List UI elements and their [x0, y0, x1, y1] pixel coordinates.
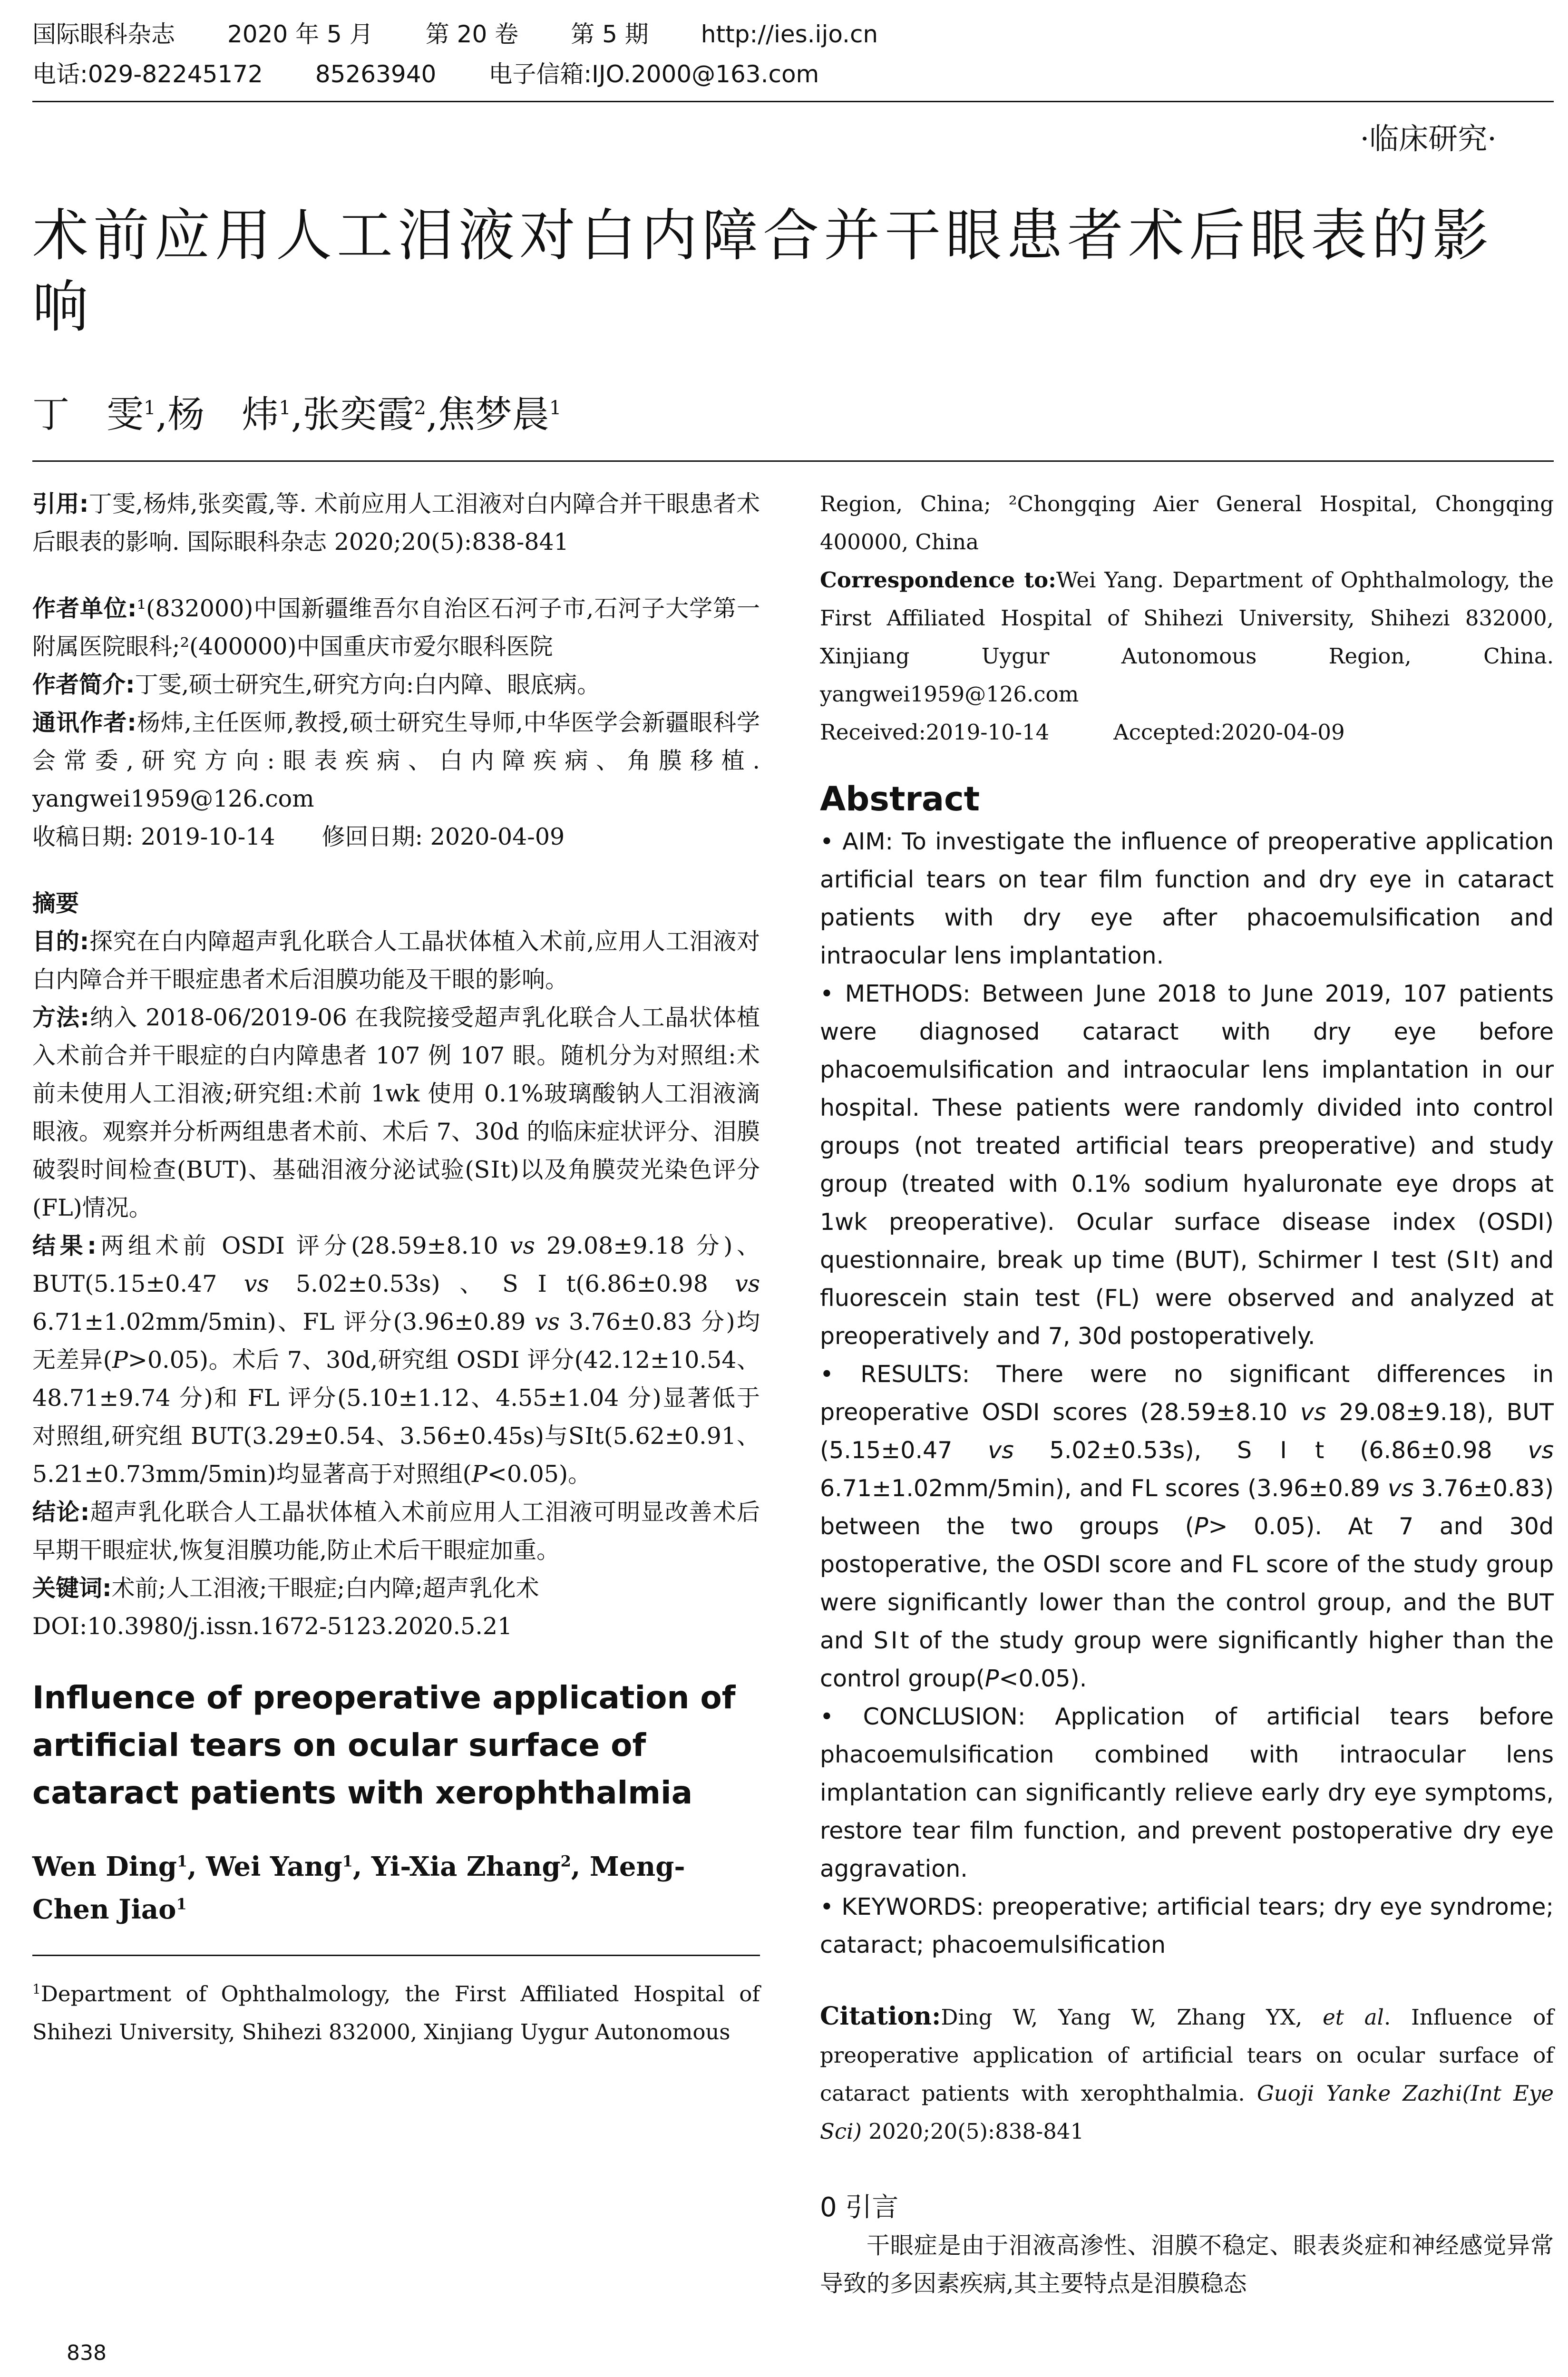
affiliation-label: 作者单位:: [32, 595, 137, 622]
results-text: <0.05)。: [487, 1461, 592, 1488]
vs-term: vs: [1387, 1475, 1414, 1502]
journal-header-line-2: [32, 59, 819, 89]
author-sup: 1: [144, 397, 156, 419]
corresponding-author: [32, 704, 760, 818]
conclusion-text: 超声乳化联合人工晶状体植入术前应用人工泪液可明显改善术后早期干眼症状,恢复泪膜功能,防止术后干眼症加重。: [32, 1499, 760, 1564]
citation-label: 引用:: [32, 490, 89, 517]
aim-text: 探究在白内障超声乳化联合人工晶状体植入术前,应用人工泪液对白内障合并干眼症患者术后泪膜功能及干眼的影响。: [32, 928, 760, 993]
right-column: [820, 485, 1554, 2303]
affiliation-cn: [32, 590, 760, 666]
author-cn: 焦梦晨: [438, 393, 549, 436]
author-cn: 张奕霞: [302, 393, 414, 436]
results-text: 6.71±1.02mm/5min)、FL 评分(3.96±0.89: [32, 1308, 535, 1335]
aim-cn: [32, 923, 760, 999]
intro-text: 干眼症是由于泪液高渗性、泪膜不稳定、眼表炎症和神经感觉异常导致的多因素疾病,其主要特点是泪膜稳态: [820, 2232, 1554, 2297]
results-text: 6.71±1.02mm/5min), and FL scores (3.96±0.89: [820, 1475, 1388, 1502]
contact-email[interactable]: 电子信箱:IJO.2000@163.com: [488, 60, 819, 88]
results-text: • RESULTS: There were no significant differences in preoperative OSDI scores (28.59±8.10: [820, 1361, 1554, 1426]
footnote-sup: 1: [32, 1981, 41, 1997]
author-sup: 1: [176, 1852, 188, 1870]
article-title-en: Influence of preoperative application of artificial tears on ocular surface of cataract patients with xerophthalmia: [32, 1679, 736, 1811]
methods-text: 纳入 2018-06/2019-06 在我院接受超声乳化联合人工晶状体植入术前合并干眼症的白内障患者 107 例 107 眼。随机分为对照组:术前未使用人工泪液;研究组:术前 1wk 使用 0.1%玻璃酸钠人工泪液滴眼液。观察并分析两组患者术前、术后 7、30d 的临床症状评分、泪膜破裂时间检查(BUT)、基础泪液分泌试验(SⅠt)以及角膜荧光染色评分(FL)情况。: [32, 1004, 760, 1221]
issue-number: 第 5 期: [571, 20, 649, 48]
results-text: 5.02±0.53s), SⅠt (6.86±0.98: [1013, 1437, 1528, 1464]
keywords-cn: [32, 1569, 760, 1607]
journal-header-line-1: [32, 19, 878, 49]
results-text: >0.05)。术后 7、30d,研究组 OSDI 评分(42.12±10.54、48.71±9.74 分)和 FL 评分(5.10±1.12、4.55±1.04 分)显著低于对照组,研究组 BUT(3.29±0.54、3.56±0.45s)与SⅠt(5.62±0.91、5.21±0.73mm/5min)均显著高于对照组(: [32, 1346, 760, 1488]
author-en: Wen Ding: [32, 1851, 177, 1882]
vs-term: vs: [1528, 1437, 1554, 1464]
conclusion-cn: [32, 1493, 760, 1569]
aim-en: • AIM: To investigate the influence of preoperative application artificial tears on tear film function and dry eye in cataract patients with dry eye after phacoemulsification and intraocular lens implantation.: [820, 828, 1554, 969]
abstract-heading-cn: [32, 885, 760, 923]
vs-term: vs: [735, 1270, 760, 1297]
p-term: P: [984, 1665, 999, 1692]
citation-en-text: Ding W, Yang W, Zhang YX,: [941, 2005, 1323, 2030]
results-text: 两组术前 OSDI 评分(28.59±8.10: [96, 1232, 510, 1259]
authors-en: Wen Ding$^1$, Wei Yang$^1$, Yi-Xia Zhang$^2$, Meng-Chen Jiao$^1$: [32, 1851, 685, 1925]
title-rule: [32, 460, 1554, 462]
corr-label: 通讯作者:: [32, 709, 136, 736]
received-accepted-en: Received:2019-10-14 Accepted:2020-04-09: [820, 720, 1345, 745]
citation-en-text: 2020;20(5):838-841: [861, 2119, 1084, 2144]
header-rule: [32, 101, 1554, 102]
citation-en: [820, 1997, 1554, 2151]
author-sup: 1: [342, 1852, 353, 1870]
results-text: <0.05).: [999, 1665, 1087, 1692]
phone-2: 85263940: [315, 60, 437, 88]
methods-en: • METHODS: Between June 2018 to June 2019, 107 patients were diagnosed cataract with dry eye before phacoemulsification and intraocular lens implantation in our hospital. These patients were randomly divided into control groups (not treated artificial tears preoperative) and study group (treated with 0.1% sodium hyaluronate eye drops at 1wk preoperative). Ocular surface disease index (OSDI) questionnaire, break up time (BUT), Schirmer Ⅰ test (SⅠt) and fluorescein stain test (FL) were observed and analyzed at preoperatively and 7, 30d postoperatively.: [820, 980, 1554, 1350]
received-dates-cn: 收稿日期: 2019-10-14 修回日期: 2020-04-09: [32, 823, 565, 850]
results-text: 3.76±0.83) between the two groups (: [820, 1475, 1554, 1540]
author-sup: 1: [549, 397, 562, 419]
phone: 电话:029-82245172: [32, 60, 263, 88]
results-text: > 0.05). At 7 and 30d postoperative, the OSDI score and FL score of the study group were significantly lower than the control group, and the BUT and SⅠt of the study group were significantly higher than the control group(: [820, 1513, 1554, 1692]
volume: 第 20 卷: [425, 20, 519, 48]
results-cn: [32, 1227, 760, 1493]
citation-cn: [32, 485, 760, 561]
p-term: P: [471, 1461, 487, 1488]
author-sup: 2: [414, 397, 426, 419]
results-text: 29.08±9.18), BUT (5.15±0.47: [820, 1399, 1554, 1464]
bio-text: 丁雯,硕士研究生,研究方向:白内障、眼底病。: [135, 671, 601, 698]
issue-date: 2020 年 5 月: [227, 20, 373, 48]
vs-term: vs: [988, 1437, 1014, 1464]
intro-heading: 0 引言: [820, 2192, 899, 2223]
affiliation-text: ¹(832000)中国新疆维吾尔自治区石河子市,石河子大学第一附属医院眼科;²(400000)中国重庆市爱尔眼科医院: [32, 595, 760, 660]
correspondence-en: [820, 561, 1554, 713]
author-cn: 杨 炜: [167, 393, 279, 436]
citation-en-label: Citation:: [820, 2002, 941, 2031]
abstract-heading-label: 摘要: [32, 890, 79, 917]
abstract-heading-en: Abstract: [820, 779, 980, 818]
authors-cn: 丁 雯$^1$,杨 炜$^1$,张奕霞$^2$,焦梦晨$^1$: [32, 393, 562, 436]
author-en: Yi-Xia Zhang: [371, 1851, 561, 1882]
citation-text: 丁雯,杨炜,张奕霞,等. 术前应用人工泪液对白内障合并干眼患者术后眼表的影响. 国际眼科杂志 2020;20(5):838-841: [32, 490, 760, 555]
author-sup: 2: [560, 1852, 571, 1870]
correspondence-text: Wei Yang. Department of Ophthalmology, the First Affiliated Hospital of Shihezi University, Shihezi 832000, Xinjiang Uygur Autonomous Region, China. yangwei1959@126.com: [820, 567, 1554, 707]
results-text: 3.76±0.83 分)均无差异(: [32, 1308, 760, 1374]
bio-label: 作者简介:: [32, 671, 135, 698]
results-en: [820, 1355, 1554, 1698]
results-text: 5.02±0.53s)、SⅠt(6.86±0.98: [269, 1270, 735, 1297]
keywords-en: • KEYWORDS: preoperative; artificial tears; dry eye syndrome; cataract; phacoemulsification: [820, 1893, 1554, 1958]
methods-cn: [32, 999, 760, 1227]
footnote-text: Department of Ophthalmology, the First Affiliated Hospital of Shihezi University, Shihezi 832000, Xinjiang Uygur Autonomous: [32, 1981, 760, 2045]
methods-label: 方法:: [32, 1004, 89, 1031]
author-en: Wei Yang: [206, 1851, 342, 1882]
journal-name: 国际眼科杂志: [32, 20, 175, 48]
corr-text: 杨炜,主任医师,教授,硕士研究生导师,中华医学会新疆眼科学会常委,研究方向:眼表疾病、白内障疾病、角膜移植. yangwei1959@126.com: [32, 709, 760, 812]
p-term: P: [1194, 1513, 1208, 1540]
conclusion-en: • CONCLUSION: Application of artificial tears before phacoemulsification combined with intraocular lens implantation can significantly relieve early dry eye symptoms, restore tear film function, and prevent postoperative dry eye aggravation.: [820, 1703, 1554, 1882]
keywords-text: 术前;人工泪液;干眼症;白内障;超声乳化术: [111, 1575, 539, 1602]
vs-term: vs: [509, 1232, 535, 1259]
vs-term: vs: [1300, 1399, 1326, 1426]
correspondence-label: Correspondence to:: [820, 567, 1056, 593]
author-sup: 1: [176, 1895, 187, 1913]
p-term: P: [112, 1346, 128, 1374]
doi[interactable]: DOI:10.3980/j.issn.1672-5123.2020.5.21: [32, 1613, 513, 1640]
author-bio: [32, 666, 760, 704]
article-title-cn: 术前应用人工泪液对白内障合并干眼患者术后眼表的影响: [32, 203, 1494, 340]
section-tag: ·临床研究·: [1360, 121, 1497, 156]
affiliation-en-continued: Region, China; ²Chongqing Aier General Hospital, Chongqing 400000, China: [820, 491, 1554, 555]
journal-name-en: Guoji Yanke Zazhi(Int Eye Sci): [820, 2081, 1554, 2144]
journal-url[interactable]: http://ies.ijo.cn: [701, 20, 878, 48]
results-label: 结果:: [32, 1232, 97, 1259]
citation-en-text: . Influence of preoperative application of artificial tears on ocular surface of cataract patients with xerophthalmia.: [820, 2005, 1554, 2106]
left-column: [32, 485, 760, 2051]
page-number: 838: [67, 2341, 107, 2365]
conclusion-label: 结论:: [32, 1499, 90, 1526]
et-al: et al: [1323, 2005, 1384, 2030]
results-text: 29.08±9.18 分)、BUT(5.15±0.47: [32, 1232, 760, 1297]
footnote-affiliation: [32, 1970, 760, 2051]
author-cn: 丁 雯: [32, 393, 144, 436]
author-sup: 1: [279, 397, 291, 419]
keywords-label: 关键词:: [32, 1575, 112, 1602]
vs-term: vs: [243, 1270, 269, 1297]
author-en: Meng-Chen Jiao: [32, 1851, 685, 1925]
aim-label: 目的:: [32, 928, 89, 955]
vs-term: vs: [535, 1308, 560, 1335]
